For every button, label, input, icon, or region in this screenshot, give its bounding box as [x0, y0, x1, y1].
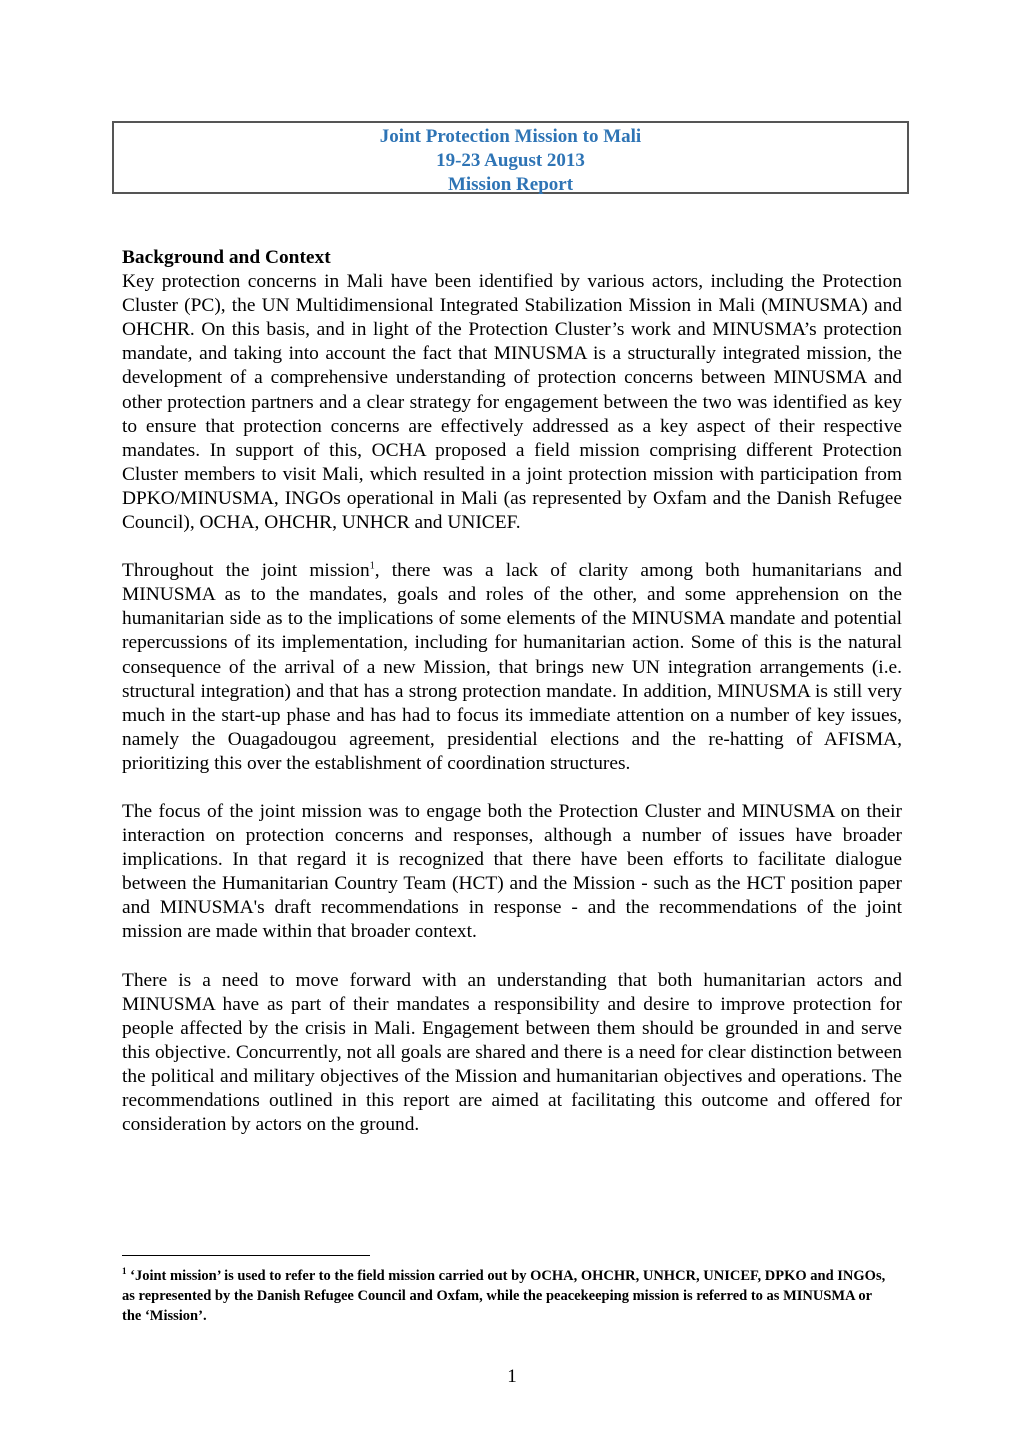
paragraph-1: Key protection concerns in Mali have been identified by various actors, including the Protection Cluster (PC), the UN Multidimensional Integrated Stabilization Mission in Mali (MINUSMA) and OHCHR. On this basis, and in light of the Protection Cluster’s work and MINUSMA’s protection mandate, and taking into account the fact that MINUSMA is a structurally integrated mission, the development of a comprehensive understanding of protection concerns between MINUSMA and other protection partners and a clear strategy for engagement between the two was identified as key to ensure that protection concerns are effectively addressed as a key aspect of their respective mandates. In support of this, OCHA proposed a field mission comprising different Protection Cluster members to visit Mali, which resulted in a joint protection mission with participation from DPKO/MINUSMA, INGOs operational in Mali (as represented by Oxfam and the Danish Refugee Council), OCHA, OHCHR, UNHCR and UNICEF.: [122, 271, 902, 534]
report-title: Joint Protection Mission to Mali: [379, 126, 642, 147]
footnote-marker: 1: [122, 1266, 127, 1277]
footnote-reference[interactable]: 1: [369, 560, 375, 572]
paragraph-4: There is a need to move forward with an understanding that both humanitarian actors and MINUSMA have as part of their mandates a responsibility and desire to improve protection for people affected by the crisis in Mali. Engagement between them should be grounded in and serve this objective. Concurrently, not all goals are shared and there is a need for clear distinction between the political and military objectives of the Mission and humanitarian objectives and operations. The recommendations outlined in this report are aimed at facilitating this outcome and offered for consideration by actors on the ground.: [122, 969, 902, 1136]
paragraph-2-rest: , there was a lack of clarity among both humanitarians and MINUSMA as to the mandates, goals and roles of the other, and some apprehension on the humanitarian side as to the implications of some elements of the MINUSMA mandate and potential repercussions of its implementation, including for humanitarian action. Some of this is the natural consequence of the arrival of a new Mission, that brings new UN integration arrangements (i.e. structural integration) and that has a strong protection mandate. In addition, MINUSMA is still very much in the start-up phase and has had to focus its immediate attention on a number of key issues, namely the Ouagadougou agreement, presidential elections and the re-hatting of AFISMA, prioritizing this over the establishment of coordination structures.: [122, 560, 902, 774]
footnote-text: ‘Joint mission’ is used to refer to the field mission carried out by OCHA, OHCHR, UNHCR, UNICEF, DPKO and INGOs, as represented by the Danish Refugee Council and Oxfam, while the peacekeeping mission is referred to as MINUSMA or the ‘Mission’.: [122, 1268, 886, 1324]
title-box: [112, 121, 909, 194]
main-content: [122, 246, 902, 1161]
report-dates: 19-23 August 2013: [436, 150, 585, 171]
footnote-divider: [122, 1255, 370, 1256]
paragraph-3: The focus of the joint mission was to engage both the Protection Cluster and MINUSMA on their interaction on protection concerns and responses, although a number of issues have broader implications. In that regard it is recognized that there have been efforts to facilitate dialogue between the Humanitarian Country Team (HCT) and the Mission - such as the HCT position paper and MINUSMA's draft recommendations in response - and the recommendations of the joint mission are made within that broader context.: [122, 800, 902, 943]
paragraph-2: [122, 559, 902, 776]
paragraph-2-start: Throughout the joint mission: [122, 560, 370, 582]
footnote: [122, 1266, 892, 1326]
section-heading: Background and Context: [122, 247, 331, 268]
report-subtitle: Mission Report: [447, 174, 574, 195]
page-number: 1: [507, 1366, 517, 1387]
